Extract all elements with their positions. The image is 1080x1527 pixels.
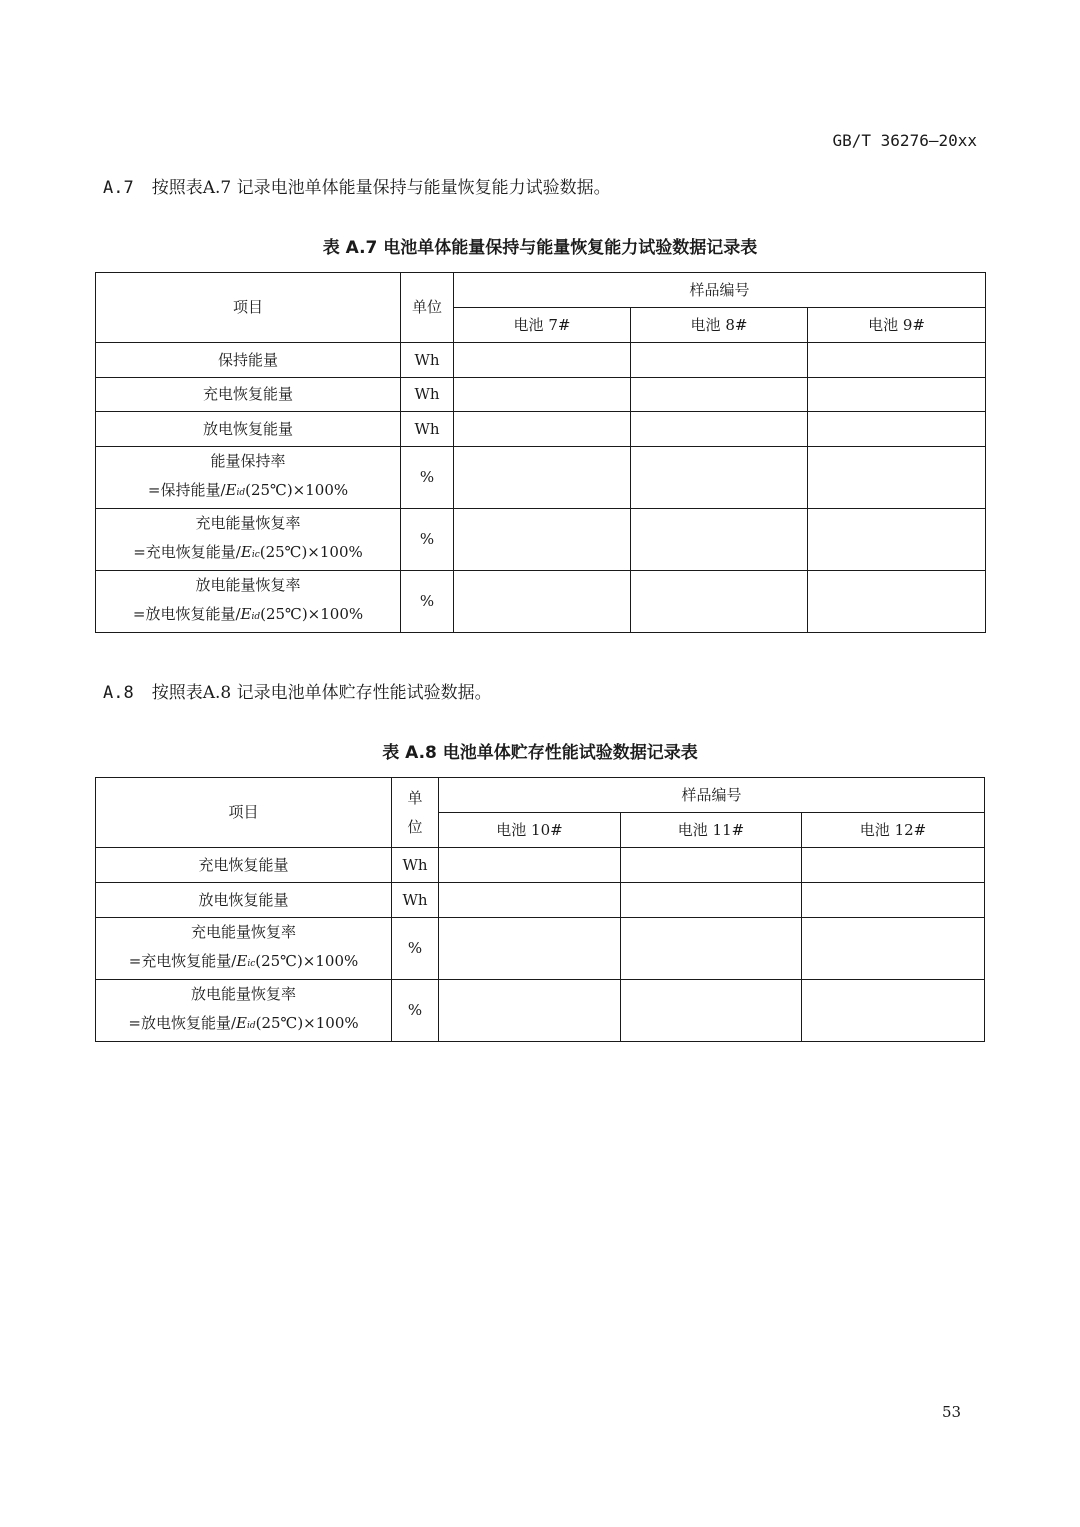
sample-header: 电池 7# <box>454 308 631 343</box>
table-a7-caption: 表 A.7 电池单体能量保持与能量恢复能力试验数据记录表 <box>322 238 758 258</box>
data-cell[interactable] <box>454 509 631 571</box>
sample-header: 电池 8# <box>631 308 808 343</box>
row-item-formula: =充电恢复能量/Eic(25℃)×100% <box>133 543 363 561</box>
row-unit: % <box>401 509 454 571</box>
data-cell[interactable] <box>454 412 631 447</box>
table-row <box>96 447 986 509</box>
row-unit: Wh <box>392 848 439 883</box>
row-item-title: 放电能量恢复率 <box>190 985 296 1003</box>
document-code: GB/T 36276—20xx <box>832 131 977 150</box>
row-item-formula: =放电恢复能量/Eid(25℃)×100% <box>128 1014 359 1032</box>
header-sample: 样品编号 <box>454 273 986 308</box>
sample-header: 电池 10# <box>439 813 621 848</box>
data-cell[interactable] <box>808 509 986 571</box>
row-item-title: 充电能量恢复率 <box>195 514 301 532</box>
data-cell[interactable] <box>454 378 631 412</box>
row-item: 充电恢复能量 <box>96 848 392 883</box>
table-row <box>96 343 986 378</box>
data-cell[interactable] <box>454 447 631 509</box>
table-row <box>96 378 986 412</box>
data-cell[interactable] <box>808 378 986 412</box>
row-item-formula: =放电恢复能量/Eid(25℃)×100% <box>132 605 364 623</box>
sample-header: 电池 9# <box>808 308 986 343</box>
data-cell[interactable] <box>802 848 985 883</box>
data-cell[interactable] <box>631 571 808 633</box>
sample-header: 电池 11# <box>621 813 802 848</box>
data-cell[interactable] <box>808 447 986 509</box>
row-unit: % <box>392 980 439 1042</box>
row-item-formula: =保持能量/Eid(25℃)×100% <box>147 481 349 499</box>
data-cell[interactable] <box>631 447 808 509</box>
table-row <box>96 571 986 633</box>
table-row <box>96 980 985 1042</box>
data-cell[interactable] <box>439 883 621 918</box>
row-unit: % <box>392 918 439 980</box>
clause-number: A.7 <box>103 178 134 198</box>
header-unit-line: 单 <box>407 788 423 807</box>
header-unit: 单位 <box>401 273 454 343</box>
clause-a8 <box>103 681 492 705</box>
header-sample: 样品编号 <box>439 778 985 813</box>
data-cell[interactable] <box>454 343 631 378</box>
data-cell[interactable] <box>808 571 986 633</box>
data-cell[interactable] <box>631 378 808 412</box>
row-unit: Wh <box>401 412 454 447</box>
row-unit: Wh <box>401 378 454 412</box>
row-item-formula: =充电恢复能量/Eic(25℃)×100% <box>128 952 359 970</box>
page-number: 53 <box>942 1403 962 1421</box>
row-item-title: 能量保持率 <box>210 452 286 470</box>
sample-header: 电池 12# <box>802 813 985 848</box>
row-item <box>96 447 401 509</box>
row-item-title: 放电能量恢复率 <box>195 576 301 594</box>
row-item <box>96 918 392 980</box>
data-cell[interactable] <box>631 343 808 378</box>
header-unit-line: 位 <box>407 817 423 836</box>
table-a8 <box>95 777 985 1042</box>
data-cell[interactable] <box>631 412 808 447</box>
header-unit <box>392 778 439 848</box>
row-item <box>96 571 401 633</box>
data-cell[interactable] <box>439 918 621 980</box>
row-item: 放电恢复能量 <box>96 412 401 447</box>
table-row <box>96 883 985 918</box>
data-cell[interactable] <box>802 980 985 1042</box>
clause-text: 按照表A.7 记录电池单体能量保持与能量恢复能力试验数据。 <box>151 178 611 198</box>
row-item: 放电恢复能量 <box>96 883 392 918</box>
data-cell[interactable] <box>802 883 985 918</box>
clause-a7 <box>103 176 611 200</box>
data-cell[interactable] <box>808 343 986 378</box>
data-cell[interactable] <box>808 412 986 447</box>
data-cell[interactable] <box>631 509 808 571</box>
table-row <box>96 509 986 571</box>
data-cell[interactable] <box>621 980 802 1042</box>
row-item: 充电恢复能量 <box>96 378 401 412</box>
data-cell[interactable] <box>621 918 802 980</box>
table-row <box>96 918 985 980</box>
table-row <box>96 412 986 447</box>
row-item-title: 充电能量恢复率 <box>190 923 296 941</box>
data-cell[interactable] <box>439 980 621 1042</box>
header-item: 项目 <box>96 778 392 848</box>
row-unit: Wh <box>401 343 454 378</box>
data-cell[interactable] <box>621 883 802 918</box>
table-a8-caption: 表 A.8 电池单体贮存性能试验数据记录表 <box>382 743 698 763</box>
table-row <box>96 848 985 883</box>
data-cell[interactable] <box>802 918 985 980</box>
row-item <box>96 980 392 1042</box>
row-unit: % <box>401 571 454 633</box>
row-item: 保持能量 <box>96 343 401 378</box>
data-cell[interactable] <box>621 848 802 883</box>
row-unit: % <box>401 447 454 509</box>
clause-text: 按照表A.8 记录电池单体贮存性能试验数据。 <box>151 683 492 703</box>
header-item: 项目 <box>96 273 401 343</box>
data-cell[interactable] <box>454 571 631 633</box>
table-a7 <box>95 272 986 633</box>
data-cell[interactable] <box>439 848 621 883</box>
clause-number: A.8 <box>103 683 134 703</box>
row-item <box>96 509 401 571</box>
row-unit: Wh <box>392 883 439 918</box>
